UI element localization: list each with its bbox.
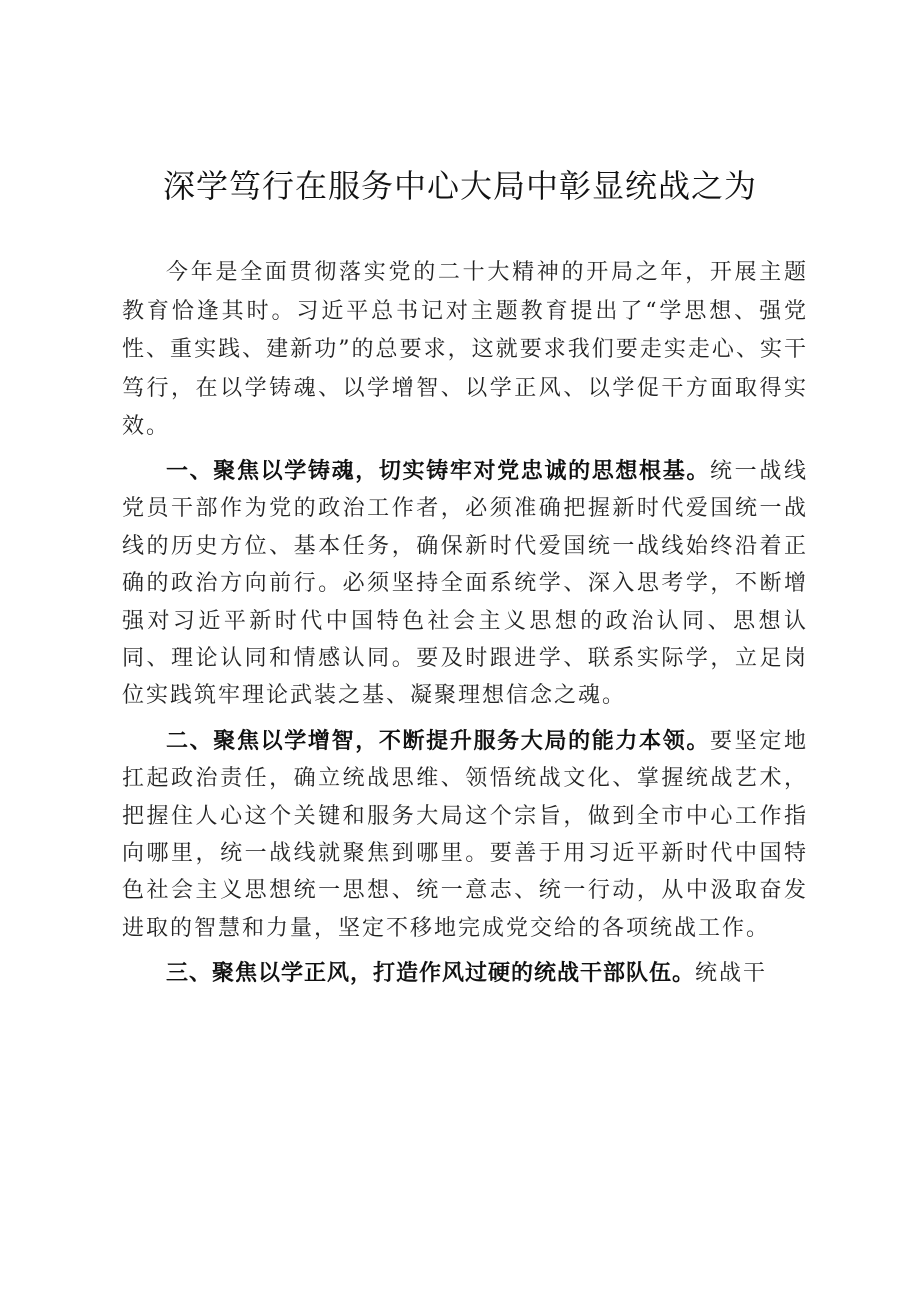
paragraph-intro <box>122 254 808 447</box>
paragraph-section-2 <box>122 723 808 947</box>
document-title: 深学笃行在服务中心大局中彰显统战之为 <box>162 167 757 205</box>
section-2-text: 要坚定地扛起政治责任，确立统战思维、领悟统战文化、掌握统战艺术，把握住人心这个关键和服务大局这个宗旨，做到全市中心工作指向哪里，统一战线就聚焦到哪里。要善于用习近平新时代中国特色社会主义思想统一思想、统一意志、统一行动，从中汲取奋发进取的智慧和力量，坚定不移地完成党交给的各项统战工作。 <box>122 728 808 941</box>
paragraph-section-3 <box>122 955 808 992</box>
section-3-text: 统战干 <box>695 961 768 987</box>
paragraph-intro-text: 今年是全面贯彻落实党的二十大精神的开局之年，开展主题教育恰逢其时。习近平总书记对主题教育提出了“学思想、强党性、重实践、建新功”的总要求，这就要求我们要走实走心、实干笃行，在以学铸魂、以学增智、以学正风、以学促干方面取得实效。 <box>122 260 808 440</box>
section-3-heading: 三、聚焦以学正风，打造作风过硬的统战干部队伍。 <box>166 961 696 987</box>
section-1-text: 统一战线党员干部作为党的政治工作者，必须准确把握新时代爱国统一战线的历史方位、基本任务，确保新时代爱国统一战线始终沿着正确的政治方向前行。必须坚持全面系统学、深入思考学，不断增强对习近平新时代中国特色社会主义思想的政治认同、思想认同、理论认同和情感认同。要及时跟进学、联系实际学，立足岗位实践筑牢理论武装之基、凝聚理想信念之魂。 <box>122 458 808 709</box>
paragraph-section-1 <box>122 453 808 715</box>
section-2-heading: 二、聚焦以学增智，不断提升服务大局的能力本领。 <box>166 728 711 754</box>
section-1-heading: 一、聚焦以学铸魂，切实铸牢对党忠诚的思想根基。 <box>166 458 711 484</box>
document-body <box>122 254 808 1001</box>
